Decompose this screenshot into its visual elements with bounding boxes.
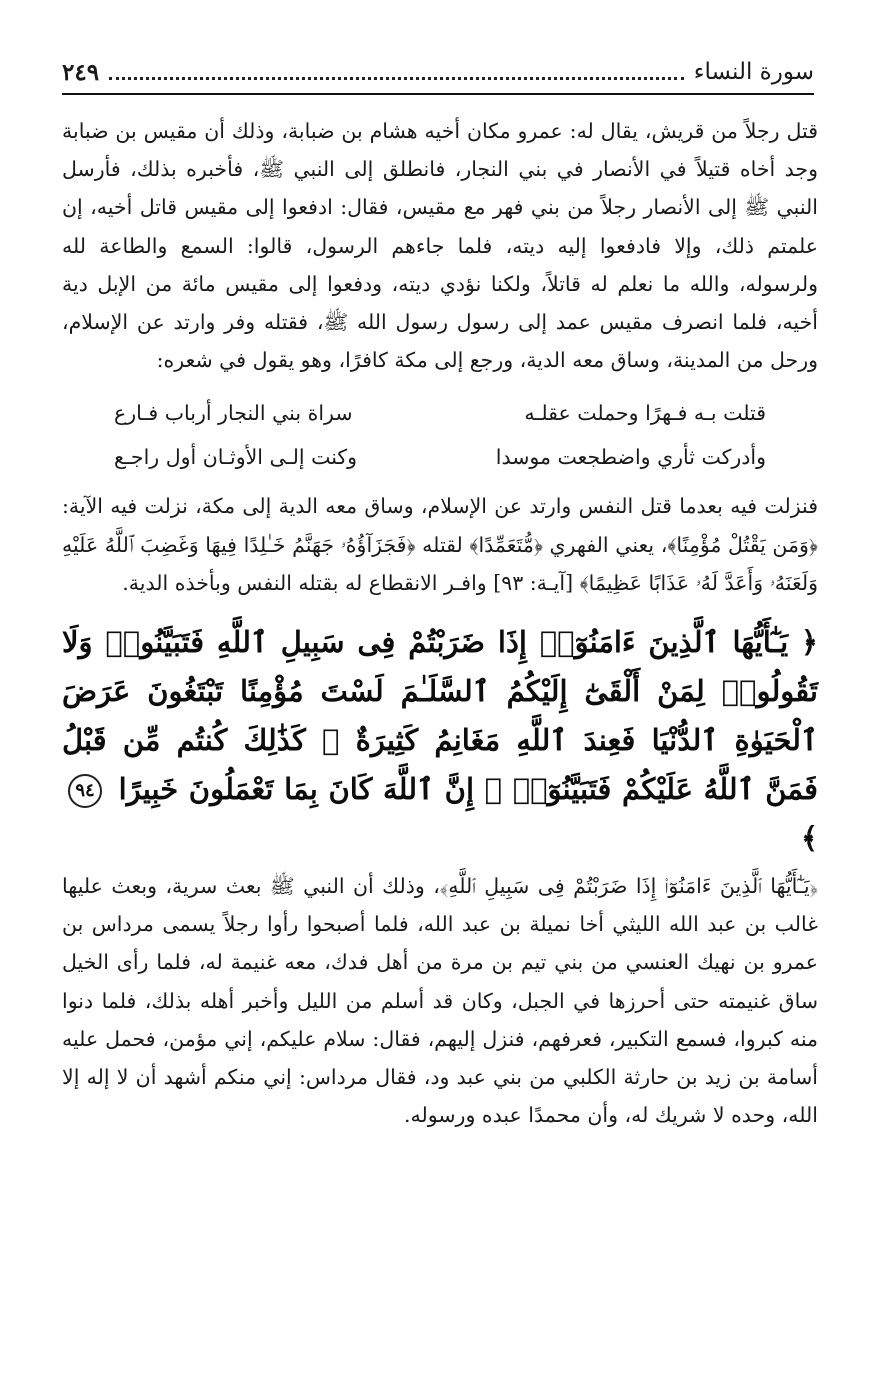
poem-hemistich: قتلت بـه فـهرًا وحملت عقلـه bbox=[524, 401, 766, 426]
running-header bbox=[62, 52, 814, 92]
quran-verse-text: ﴿ يَـٰٓأَيُّهَا ٱلَّذِينَ ءَامَنُوٓا۟ إِذَا ضَرَبْتُمْ فِى سَبِيلِ ٱللَّهِ فَتَبَيَّنُوا۟ وَلَا تَقُولُوا۟ لِمَنْ أَلْقَىٰٓ إِلَيْكُمُ ٱلسَّلَـٰمَ لَسْتَ مُؤْمِنًا تَبْتَغُونَ عَرَضَ ٱلْحَيَوٰةِ ٱلدُّنْيَا فَعِندَ ٱللَّهِ مَغَانِمُ كَثِيرَةٌ ۚ كَذَٰلِكَ كُنتُم مِّن قَبْلُ فَمَنَّ ٱللَّهُ عَلَيْكُمْ فَتَبَيَّنُوٓا۟ ۚ إِنَّ ٱللَّهَ كَانَ بِمَا تَعْمَلُونَ خَبِيرًا bbox=[62, 625, 818, 807]
poem-hemistich: سراة بني النجار أرباب فـارع bbox=[114, 401, 353, 426]
paragraph-2: فنزلت فيه بعدما قتل النفس وارتد عن الإسلام، وساق معه الدية إلى مكة، نزلت فيه الآية: ﴿وَمَن يَقْتُلْ مُؤْمِنًا﴾، يعني الفهري ﴿مُّتَعَمِّدًا﴾ لقتله ﴿فَجَزَآؤُهُۥ جَهَنَّمُ خَـٰلِدًا فِيهَا وَغَضِبَ ٱللَّهُ عَلَيْهِ وَلَعَنَهُۥ وَأَعَدَّ لَهُۥ عَذَابًا عَظِيمًا﴾ [آيـة: ٩٣] وافـر الانقطاع له بقتله النفس وبأخذه الدية. bbox=[62, 494, 818, 595]
surah-title: سورة النساء bbox=[693, 59, 814, 85]
quran-closing-bracket: ﴾ bbox=[801, 821, 818, 856]
page-number: ٢٤٩ bbox=[62, 58, 100, 86]
quran-verse-block bbox=[62, 618, 818, 863]
ayah-number-marker: ٩٤ bbox=[68, 774, 102, 808]
poem-verse bbox=[114, 435, 766, 479]
poem-hemistich: وكنت إلـى الأوثـان أول راجـع bbox=[114, 445, 358, 470]
header-dot-leader bbox=[109, 77, 684, 80]
poem bbox=[62, 391, 818, 479]
poem-hemistich: وأدركت ثأري واضطجعت موسدا bbox=[495, 445, 766, 470]
paragraph-1: قتل رجلاً من قريش، يقال له: عمرو مكان أخيه هشام بن ضبابة، وذلك أن مقيس بن ضبابة وجد أخاه قتيلاً في الأنصار في بني النجار، فانطلق إلى النبي ﷺ، فأخبره بذلك، فأرسل النبي ﷺ إلى الأنصار رجلاً من بني فهر مع مقيس، فقال: ادفعوا إلى مقيس قاتل أخيه، إن علمتم ذلك، وإلا فادفعوا إليه ديته، فلما جاءهم الرسول، قالوا: السمع والطاعة لله ولرسوله، والله ما نعلم له قاتلاً، ولكنا نؤدي ديته، ودفعوا إلى مقيس مائة من الإبل دية أخيه، فلما انصرف مقيس عمد إلى رسول رسول الله ﷺ، فقتله وفر وارتد عن الإسلام، ورحل من المدينة، وساق معه الدية، ورجع إلى مكة كافرًا، وهو يقول في شعره: bbox=[62, 119, 818, 373]
paragraph-3: ﴿يَـٰٓأَيُّهَا ٱلَّذِينَ ءَامَنُوٓا۟ إِذَا ضَرَبْتُمْ فِى سَبِيلِ ٱللَّهِ﴾، وذلك أن النبي ﷺ بعث سرية، وبعث عليها غالب بن عبد الله الليثي أخا نميلة بن عبد الله، فلما أصبحوا رأوا رجلاً يسمى مرداس بن عمرو بن نهيك العنسي من بني تيم بن مرة من أهل فدك، معه غنيمة له، فلما رأى الخيل ساق غنيمته حتى أحرزها في الجبل، وكان قد أسلم من الليل وأخبر أهله بذلك، فلما دنوا منه كبروا، فسمع التكبير، فعرفهم، فنزل إليهم، فقال: سلام عليكم، إني مؤمن، فحمل عليه أسامة بن زيد بن حارثة الكلبي من بني عبد ود، فقال مرداس: إني منكم أشهد أن لا إله إلا الله، وحده لا شريك له، وأن محمدًا عبده ورسوله. bbox=[62, 874, 818, 1128]
poem-verse bbox=[114, 391, 766, 435]
page-body bbox=[62, 112, 818, 1134]
header-rule bbox=[62, 93, 814, 95]
